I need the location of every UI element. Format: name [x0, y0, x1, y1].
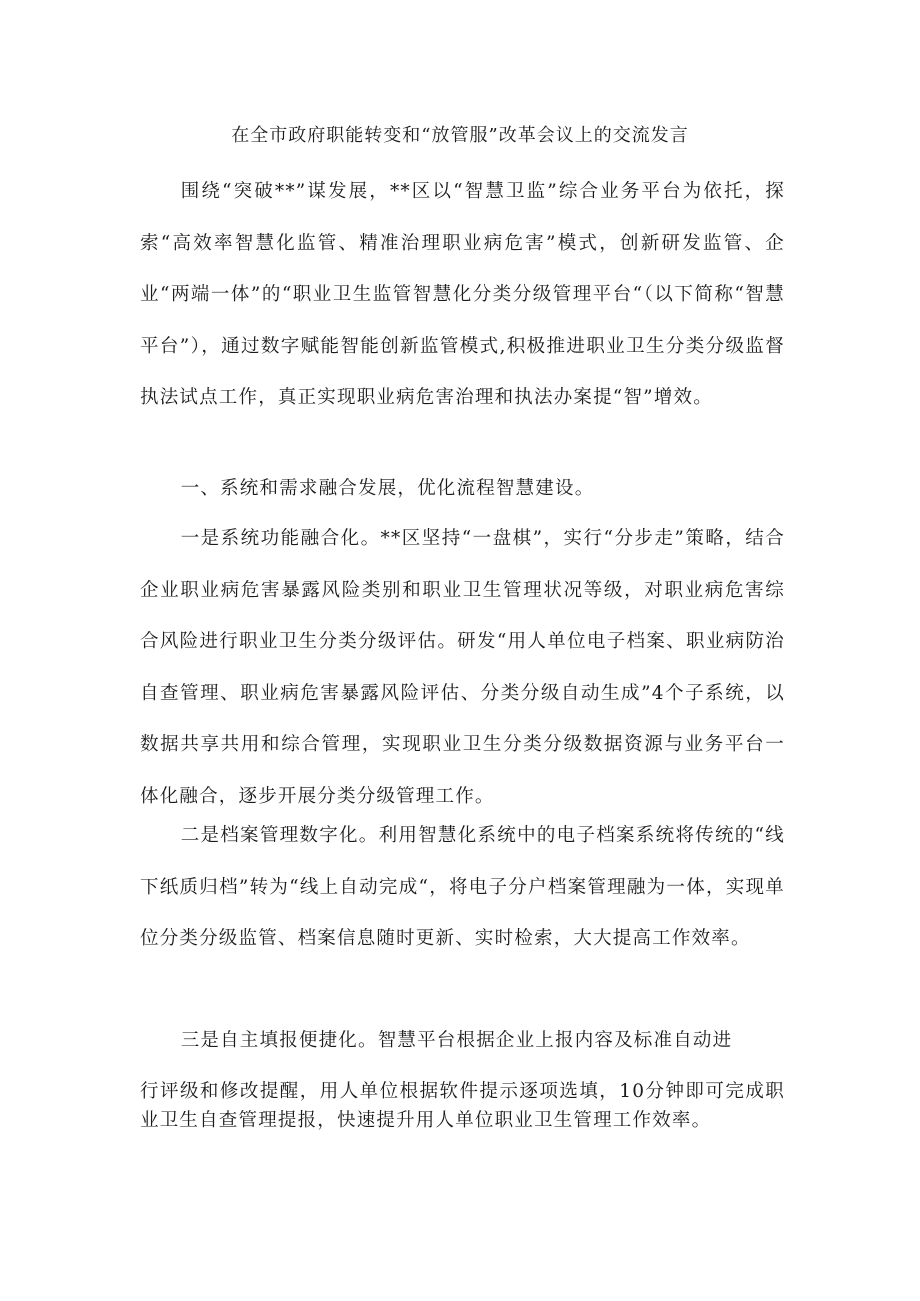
paragraph-archive-digitization: 二是档案管理数字化。利用智慧化系统中的电子档案系统将传统的“线下纸质归档”转为“线上自动完成“，将电子分户档案管理融为一体，实现单位分类分级监管、档案信息随时更新、实时检索，大大提高工作效率。: [140, 825, 785, 949]
document-title: 在全市政府职能转变和“放管服”改革会议上的交流发言: [231, 125, 689, 146]
paragraph-system-integration: 一是系统功能融合化。**区坚持“一盘棋”，实行“分步走”策略，结合企业职业病危害暴露风险类别和职业卫生管理状况等级，对职业病危害综合风险进行职业卫生分类分级评估。研发“用人单位电子档案、职业病防治自查管理、职业病危害暴露风险评估、分类分级自动生成”4个子系统，以数据共享共用和综合管理，实现职业卫生分类分级数据资源与业务平台一体化融合，逐步开展分类分级管理工作。: [140, 528, 785, 807]
paragraph-self-reporting-body: 行评级和修改提醒，用人单位根据软件提示逐项选填，10分钟即可完成职业卫生自查管理提报，快速提升用人单位职业卫生管理工作效率。: [140, 1081, 785, 1131]
paragraph-intro: 围绕“突破**”谋发展，**区以“智慧卫监”综合业务平台为依托，探索“高效率智慧化监管、精准治理职业病危害”模式，创新研发监管、企业“两端一体”的“职业卫生监管智慧化分类分级管理平台“（以下简称“智慧平台”），通过数字赋能智能创新监管模式,积极推进职业卫生分类分级监督执法试点工作，真正实现职业病危害治理和执法办案提“智”增效。: [140, 181, 785, 408]
section-heading-1: 一、系统和需求融合发展，优化流程智慧建设。: [180, 478, 595, 499]
paragraph-self-reporting-lead: 三是自主填报便捷化。智慧平台根据企业上报内容及标准自动进: [180, 1030, 733, 1051]
